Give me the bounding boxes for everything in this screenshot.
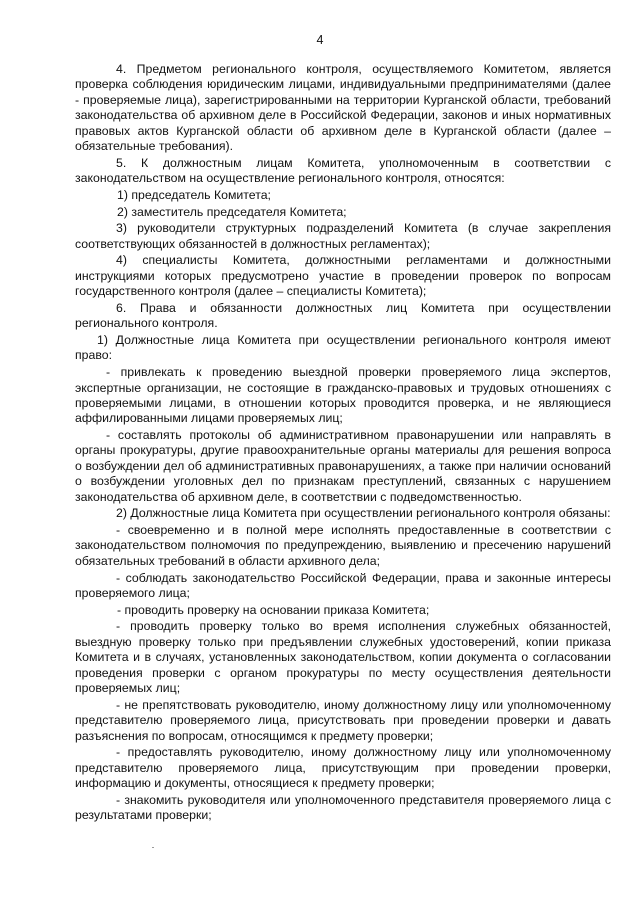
list-item: - проводить проверку на основании приказа Комитета;: [117, 602, 430, 617]
list-item: - соблюдать законодательство Российской Федерации, права и законные интересы проверяемого лица;: [75, 570, 611, 600]
list-item: 1) председатель Комитета;: [117, 187, 271, 202]
page-number: 4: [316, 33, 324, 47]
list-item: - предоставлять руководителю, иному должностному лицу или уполномоченному представителю проверяемого лица, присутствующим при проведении проверки, информацию и документы, относящиеся к предмету проверки;: [75, 745, 611, 791]
list-item: - знакомить руководителя или уполномоченного представителя проверяемого лица с результатами проверки;: [75, 792, 611, 823]
list-item: 2) заместитель председателя Комитета;: [117, 204, 347, 219]
list-item: - проводить проверку только во время исполнения служебных обязанностей, выездную проверку только при предъявлении служебных удостоверений, копии приказа Комитета и в случаях, установленных законодательством, копии документа о согласовании проведения проверки с органом прокуратуры по месту осуществления деятельности проверяемых лиц;: [75, 619, 611, 695]
list-item: - не препятствовать руководителю, иному должностному лицу или уполномоченному представителю проверяемого лица, присутствовать при проведении проверки и давать разъяснения по вопросам, относящимся к предмету проверки;: [75, 697, 611, 743]
paragraph-rights-intro: 1) Должностные лица Комитета при осуществлении регионального контроля имеют право:: [75, 332, 611, 363]
list-item: - привлекать к проведению выездной проверки проверяемого лица экспертов, экспертные организации, не состоящие в гражданско-правовых и трудовых отношениях с проверяемыми лицами, в отношении которых проводится проверка, и не являющиеся аффилированными лицами проверяемых лиц;: [75, 365, 611, 426]
paragraph-5-officials: 5. К должностным лицам Комитета, уполномоченным в соответствии с законодательством на осуществление регионального контроля, относятся:: [75, 155, 611, 186]
list-item: - своевременно и в полной мере исполнять предоставленные в соответствии с законодательством полномочия по предупреждению, выявлению и пресечению нарушений обязательных требований в области архивного дела;: [75, 523, 611, 568]
list-item: 4) специалисты Комитета, должностными регламентами и должностными инструкциями которых предусмотрено участие в проведении проверок по вопросам государственного контроля (далее – специалисты Комитета);: [75, 253, 611, 299]
document-body: [75, 62, 611, 825]
paragraph-duties-intro: 2) Должностные лица Комитета при осуществлении регионального контроля обязаны:: [116, 506, 611, 521]
scan-artifact: [152, 847, 154, 848]
list-item: - составлять протоколы об административном правонарушении или направлять в органы прокуратуры, другие правоохранительные органы материалы для решения вопроса о возбуждении дел об административных правонарушениях, а также при наличии оснований о возбуждении уголовных дел по признакам преступлений, связанных с нарушением законодательства об архивном деле, в соответствии с подведомственностью.: [75, 428, 611, 504]
list-item: 3) руководители структурных подразделений Комитета (в случае закрепления соответствующих обязанностей в должностных регламентах);: [75, 221, 611, 251]
paragraph-4-subject: 4. Предметом регионального контроля, осуществляемого Комитетом, является проверка соблюдения юридическим лицами, индивидуальными предпринимателями (далее - проверяемые лица), зарегистрированными на территории Курганской области, требований законодательства об архивном деле в Российской Федерации, законов и иных нормативных правовых актов Курганской области об архивном деле в Курганской области (далее – обязательные требования).: [75, 62, 611, 154]
paragraph-6-rights-duties: 6. Права и обязанности должностных лиц Комитета при осуществлении регионального контроля.: [75, 300, 611, 331]
